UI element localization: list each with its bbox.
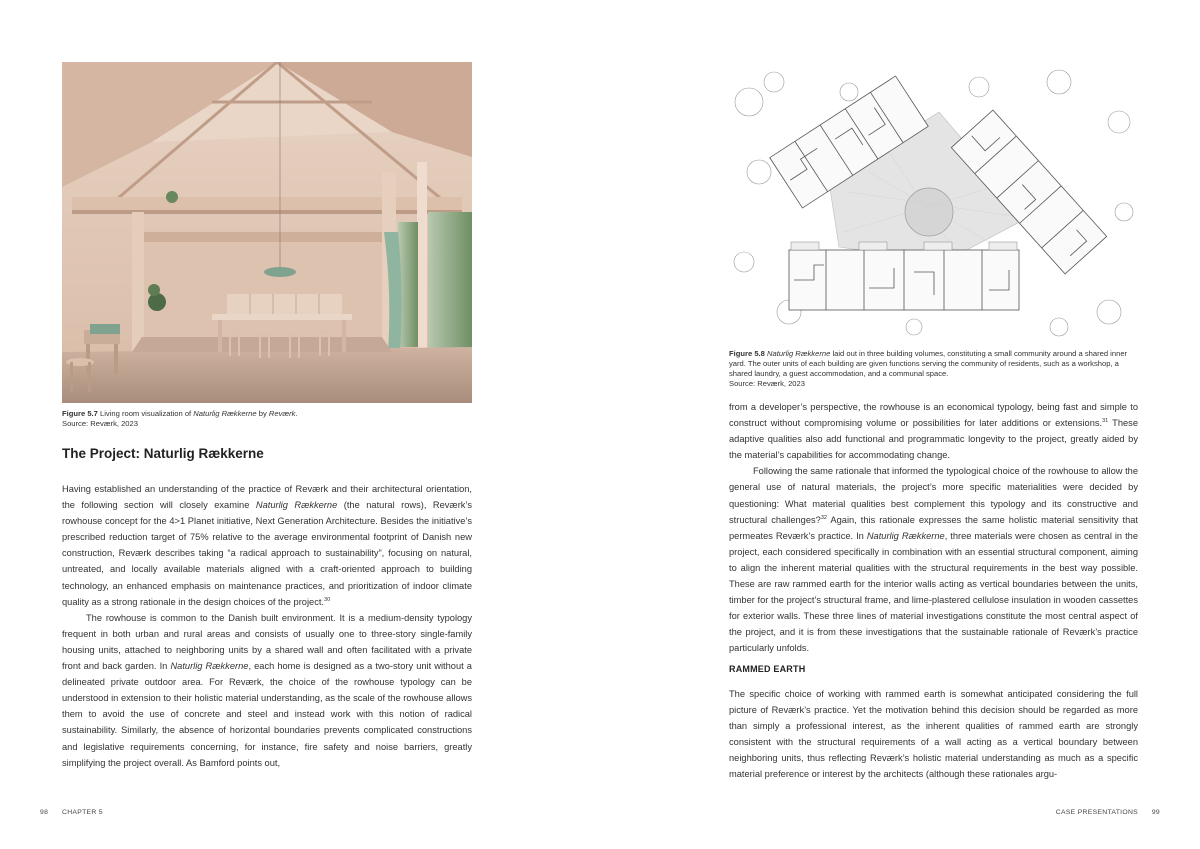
section-title: The Project: Naturlig Rækkerne [62,446,264,461]
text-run: The rowhouse is common to the Danish built environment. It is a medium-density typology frequent in both urban and rural areas and consists of usually one to three-story single-family housing units, attached to neighboring units by a shared wall and often facilitated with a private front and back garden. In [62,612,472,672]
caption-by: by [258,409,267,418]
page-number-left: 98 [40,809,49,816]
paragraph: The specific choice of working with rammed earth is somewhat anticipated considering the full picture of Reværk’s practice. Yet the motivation behind this decision should be regarded as more than simply a professional interest, as the inherent qualities of rammed earth are strongly consistent with the structural requirements of a wall acting as a vertical boundary between neighboring units, thus reflecting Reværk’s holistic material understanding as much as a specific material preference or interest by the architects (although these rationales argu- [729,689,1138,780]
caption-period: . [295,409,298,418]
project-name: Naturlig Rækkerne [255,500,338,511]
project-name: Naturlig Rækkerne [170,661,249,672]
running-footer-chapter: CHAPTER 5 [62,809,103,816]
paragraph [62,481,472,610]
paragraph [729,399,1138,463]
paragraph [62,610,472,771]
left-column-text [62,481,472,771]
right-column-text [729,399,1138,657]
figure-5-8-caption [729,349,1138,389]
caption-project-name: Naturlig Rækkerne [767,349,831,358]
text-run: (the natural rows), Reværk’s rowhouse concept for the 4>1 Planet initiative, Next Generation Architecture. Besides the initiative’s prescribed reduction target of 75% relative to the average environmental footprint of Danish new construction, Reværk describes taking “a radical approach to sustainability”, focusing on natural, untreated, and locally available materials aligned with a craft-oriented approach to building technology, an enhanced emphasis on maintenance practices, and prioritization of indoor climate quality as a strong rationale in the design choices of the project. [62,500,472,607]
subheading-rammed-earth: RAMMED EARTH [729,664,806,674]
figure-label: Figure 5.8 [729,349,765,358]
footnote-ref: 32 [820,514,827,521]
text-run: , each home is designed as a two-story unit without a delineated private outdoor area. For Reværk, the choice of the rowhouse typology can be understood in extension to their holistic material understanding, as the scale of the rowhouse allows them to avoid the use of concrete and steel and instead work with this notion of radical sustainability. Similarly, the absence of horizontal boundaries prevents complicated constructions and legislative requirements concerning, for instance, fire safety and noise barriers, greatly simplifying the project overall. As Bamford points out, [62,661,472,768]
paragraph [729,463,1138,656]
caption-source: Source: Reværk, 2023 [729,379,805,388]
living-room-visualization-image [62,62,472,403]
footnote-ref: 31 [1102,418,1109,424]
text-run: , three materials were chosen as central in the project, each considered specifically in combination with an essential structural component, aiming to align the inherent material qualities with the structural requirements in the best way possible. These are raw rammed earth for the interior walls acting as vertical boundaries between the units, timber for the project’s structural frame, and lime-plastered cellulose insulation in wooden cassettes for exterior walls. These three lines of material investigations constitute the most central aspect of the project, and it is from these investigations that the sustainable rationale of Reværk’s practice particularly unfolds. [729,530,1138,654]
caption-text: Living room visualization of [100,409,192,418]
right-column-text-rammed-earth [729,686,1138,783]
footnote-ref: 30 [324,596,331,603]
site-plan-image [729,62,1138,340]
caption-source: Source: Reværk, 2023 [62,419,138,428]
text-run: Again, this rationale expresses the same holistic material sensitivity that permeates Reværk’s practice. In [729,514,1138,541]
project-name: Naturlig Rækkerne [866,530,945,541]
figure-5-7-caption [62,409,472,429]
page-number-right: 99 [1151,809,1160,816]
text-run: These adaptive qualities also add functional and programmatic longevity to the project, greatly aided by the material’s capabilities for accommodating change. [729,418,1138,461]
text-run: Having established an understanding of the practice of Reværk and their architectural orientation, the following section will closely examine [62,484,472,511]
caption-text: laid out in three building volumes, constituting a small community around a shared inner yard. The outer units of each building are given functions serving the community of residents, such as a workshop, a shared laundry, a guest accommodation, and a communal space. [729,349,1128,378]
figure-label: Figure 5.7 [62,409,98,418]
running-footer-section: CASE PRESENTATIONS [1055,809,1138,816]
text-run: from a developer’s perspective, the rowhouse is an economical typology, being fast and simple to construct without compromising volume or possibilities for later additions or extensions. [729,402,1138,429]
caption-project-name: Naturlig Rækkerne [193,409,257,418]
text-run: Following the same rationale that informed the typological choice of the rowhouse to allow the general use of natural materials, the project’s more specific materialities were decided by questioning: What material qualities best complement this typology and its constructive and structural challenges? [729,466,1139,525]
caption-author: Reværk [268,409,296,418]
